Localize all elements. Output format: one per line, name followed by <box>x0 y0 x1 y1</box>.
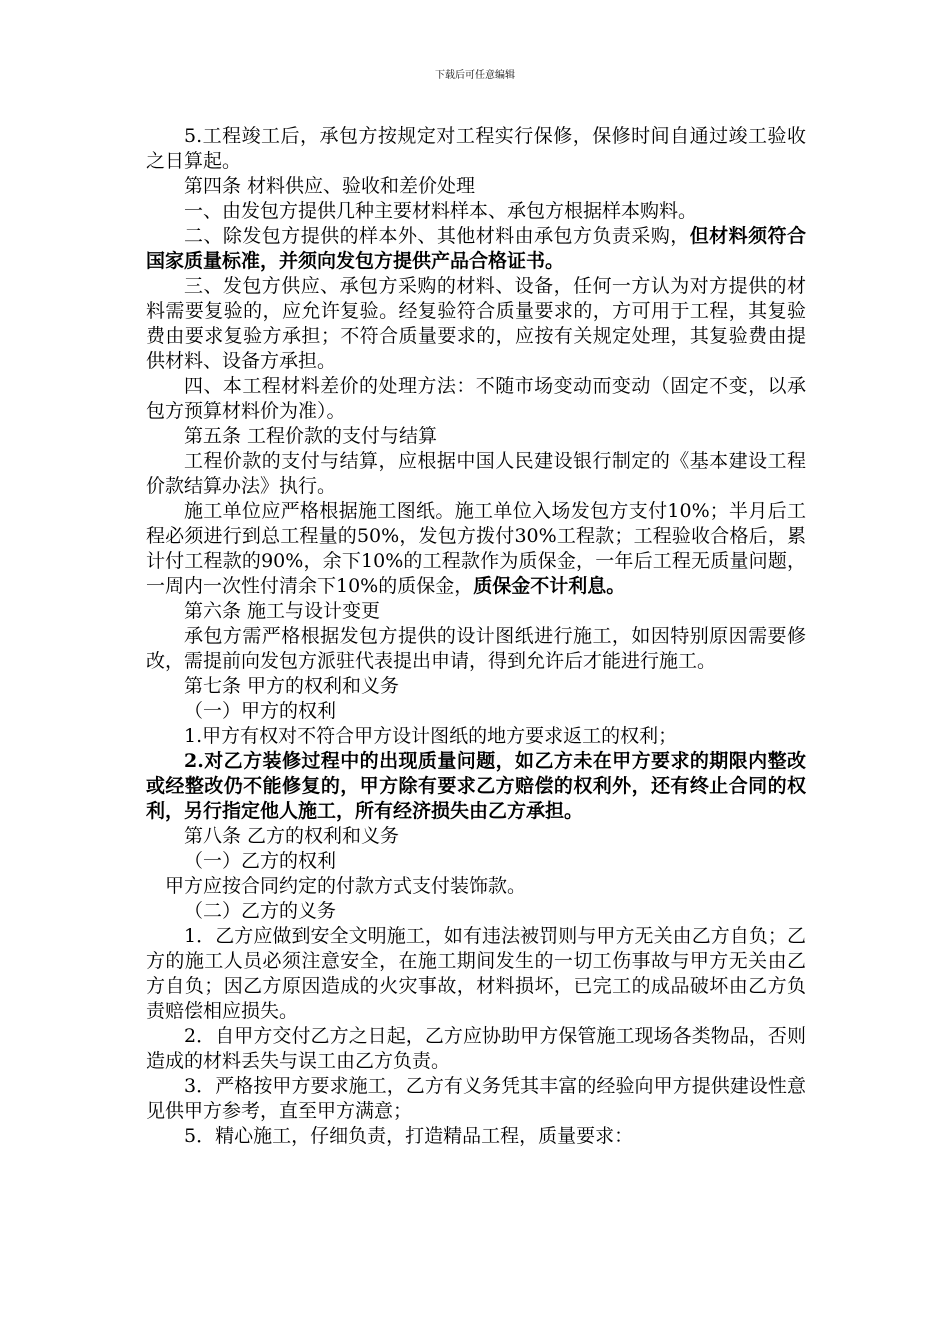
text-run: （二）乙方的义务 <box>184 900 337 922</box>
text-run: 1．乙方应做到安全文明施工，如有违法被罚则与甲方无关由乙方自负；乙方的施工人员必须注意安全，在施工期间发生的一切工伤事故与甲方无关由乙方自负；因乙方原因造成的火灾事故，材料损坏，已完工的成品破坏由乙方负责赔偿相应损失。 <box>146 925 806 1022</box>
text-run: 3．严格按甲方要求施工，乙方有义务凭其丰富的经验向甲方提供建设性意见供甲方参考，直至甲方满意； <box>146 1075 806 1122</box>
paragraph <box>146 499 806 599</box>
paragraph <box>146 124 806 174</box>
text-run: 第七条 甲方的权利和义务 <box>184 675 400 697</box>
paragraph <box>146 199 806 224</box>
text-run: 第八条 乙方的权利和义务 <box>184 825 400 847</box>
text-run: 二、除发包方提供的样本外、其他材料由承包方负责采购， <box>184 225 690 247</box>
text-run: 第四条 材料供应、验收和差价处理 <box>184 175 476 197</box>
paragraph <box>146 599 806 624</box>
paragraph <box>146 274 806 374</box>
text-run: 工程价款的支付与结算，应根据中国人民建设银行制定的《基本建设工程价款结算办法》执行。 <box>146 450 806 497</box>
text-run: 一、由发包方提供几种主要材料样本、承包方根据样本购料。 <box>184 200 698 222</box>
text-run: 承包方需严格根据发包方提供的设计图纸进行施工，如因特别原因需要修改，需提前向发包方派驻代表提出申请，得到允许后才能进行施工。 <box>146 625 806 672</box>
text-run: 施工单位应严格根据施工图纸。施工单位入场发包方支付10%；半月后工程必须进行到总工程量的50%，发包方拨付30%工程款；工程验收合格后，累计付工程款的90%，余下10%的工程款作为质保金，一年后工程无质量问题，一周内一次性付清余下10%的质保金， <box>146 500 806 597</box>
paragraph <box>146 749 806 824</box>
text-run: 甲方应按合同约定的付款方式支付装饰款。 <box>165 875 527 897</box>
text-run: 第六条 施工与设计变更 <box>184 600 381 622</box>
text-run: （一）乙方的权利 <box>184 850 337 872</box>
paragraph <box>146 699 806 724</box>
text-run: 第五条 工程价款的支付与结算 <box>184 425 438 447</box>
page-header: 下载后可任意编辑 <box>435 70 515 81</box>
paragraph <box>146 899 806 924</box>
paragraph <box>146 724 806 749</box>
text-run: 5．精心施工，仔细负责，打造精品工程，质量要求： <box>184 1125 634 1147</box>
text-run: 1.甲方有权对不符合甲方设计图纸的地方要求返工的权利； <box>184 725 678 747</box>
paragraph <box>146 424 806 449</box>
paragraph <box>146 849 806 874</box>
bold-text-run: 质保金不计利息。 <box>473 575 626 597</box>
paragraph <box>146 924 806 1024</box>
document-body <box>146 124 806 1149</box>
paragraph <box>146 174 806 199</box>
paragraph <box>146 1024 806 1074</box>
text-run: 四、本工程材料差价的处理方法：不随市场变动而变动（固定不变，以承包方预算材料价为准）。 <box>146 375 806 422</box>
paragraph <box>146 824 806 849</box>
text-run: 三、发包方供应、承包方采购的材料、设备，任何一方认为对方提供的材料需要复验的，应允许复验。经复验符合质量要求的，方可用于工程，其复验费由要求复验方承担；不符合质量要求的，应按有关规定处理，其复验费由提供材料、设备方承担。 <box>146 275 806 372</box>
paragraph <box>146 674 806 699</box>
paragraph <box>146 374 806 424</box>
paragraph <box>146 449 806 499</box>
paragraph <box>146 1124 806 1149</box>
text-run: 5.工程竣工后，承包方按规定对工程实行保修，保修时间自通过竣工验收之日算起。 <box>146 125 806 172</box>
bold-text-run: 但材料须符合国家质量标准，并须向发包方提供产品合格证书。 <box>146 225 806 272</box>
bold-text-run: 2.对乙方装修过程中的出现质量问题，如乙方未在甲方要求的期限内整改或经整改仍不能修复的，甲方除有要求乙方赔偿的权利外，还有终止合同的权利，另行指定他人施工，所有经济损失由乙方承担。 <box>146 750 806 822</box>
text-run: （一）甲方的权利 <box>184 700 337 722</box>
text-run: 2．自甲方交付乙方之日起，乙方应协助甲方保管施工现场各类物品，否则造成的材料丢失与误工由乙方负责。 <box>146 1025 806 1072</box>
paragraph <box>146 624 806 674</box>
paragraph <box>146 1074 806 1124</box>
paragraph <box>146 224 806 274</box>
paragraph <box>146 874 806 899</box>
